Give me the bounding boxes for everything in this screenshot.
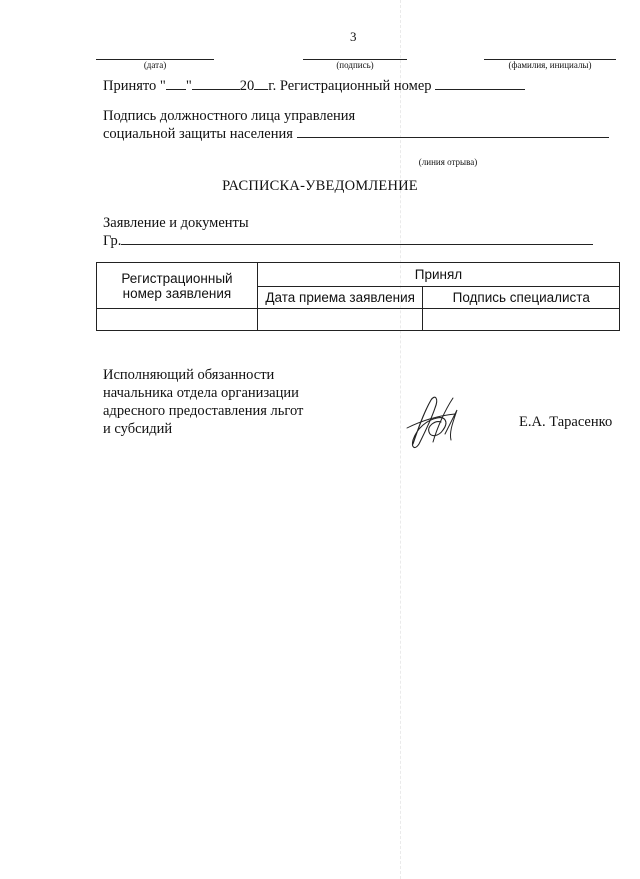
official-signature-blank	[297, 125, 609, 138]
signer-position-line: Исполняющий обязанности	[103, 367, 275, 383]
registration-table	[96, 262, 620, 331]
tear-line-caption: (линия отрыва)	[418, 157, 478, 167]
year-blank	[254, 77, 268, 90]
signer-position-line: начальника отдела организации	[103, 385, 299, 401]
signer-name: Е.А. Тарасенко	[519, 414, 613, 430]
date-cell[interactable]	[257, 309, 423, 331]
signer-position-line: адресного предоставления льгот	[103, 403, 304, 419]
official-signature-label: социальной защиты населения	[103, 126, 293, 142]
date-caption: (дата)	[143, 60, 167, 70]
name-caption: (фамилия, инициалы)	[508, 60, 592, 70]
reg-number-header: Регистрационный номер заявления	[97, 263, 258, 309]
accepted-header: Принял	[257, 263, 619, 287]
signature-cell[interactable]	[423, 309, 620, 331]
registration-number-blank	[435, 77, 525, 90]
page-number: 3	[350, 29, 357, 44]
signer-position-line: и субсидий	[103, 421, 173, 437]
day-blank	[166, 77, 186, 90]
reg-number-cell[interactable]	[97, 309, 258, 331]
signature-caption: (подпись)	[336, 60, 374, 70]
official-signature-line1: Подпись должностного лица управления	[103, 108, 356, 124]
handwritten-signature	[405, 392, 461, 456]
table-row	[97, 309, 620, 331]
accepted-line	[103, 77, 525, 95]
document-title: РАСПИСКА-УВЕДОМЛЕНИЕ	[222, 178, 418, 194]
month-blank	[192, 77, 240, 90]
citizen-name-blank	[121, 232, 593, 245]
accepted-prefix: Принято "	[103, 78, 166, 94]
application-line: Заявление и документы	[103, 215, 249, 231]
signer-position	[103, 366, 303, 438]
citizen-line	[103, 232, 593, 250]
date-header: Дата приема заявления	[257, 287, 423, 309]
accepted-quote: "	[185, 78, 192, 94]
citizen-prefix: Гр.	[103, 233, 122, 249]
accepted-suffix: г. Регистрационный номер	[268, 78, 432, 94]
year-prefix: 20	[239, 78, 255, 94]
official-signature-line2	[103, 125, 609, 143]
specialist-signature-header: Подпись специалиста	[423, 287, 620, 309]
